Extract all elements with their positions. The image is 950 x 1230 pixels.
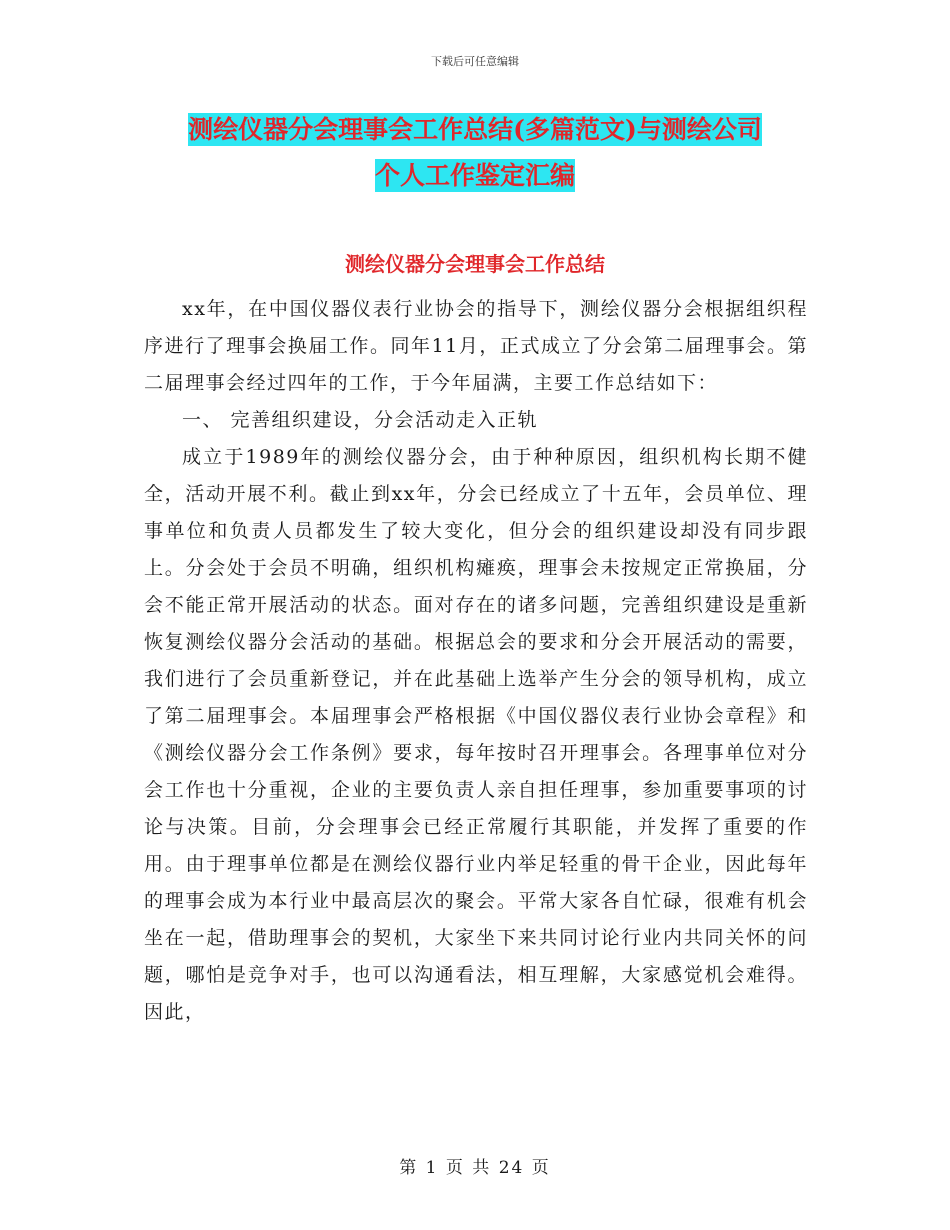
section-title: 测绘仪器分会理事会工作总结 [345,252,605,276]
paragraph-intro: xx年，在中国仪器仪表行业协会的指导下，测绘仪器分会根据组织程序进行了理事会换届工作。同年11月，正式成立了分会第二届理事会。第二届理事会经过四年的工作，于今年届满，主要工作总结如下： [144,298,808,394]
paragraph-organization: 成立于1989年的测绘仪器分会，由于种种原因，组织机构长期不健全，活动开展不利。截止到xx年，分会已经成立了十五年，会员单位、理事单位和负责人员都发生了较大变化，但分会的组织建设却没有同步跟上。分会处于会员不明确，组织机构瘫痪，理事会未按规定正常换届，分会不能正常开展活动的状态。面对存在的诸多问题，完善组织建设是重新恢复测绘仪器分会活动的基础。根据总会的要求和分会开展活动的需要，我们进行了会员重新登记，并在此基础上选举产生分会的领导机构，成立了第二届理事会。本届理事会严格根据《中国仪器仪表行业协会章程》和《测绘仪器分会工作条例》要求，每年按时召开理事会。各理事单位对分会工作也十分重视，企业的主要负责人亲自担任理事，参加重要事项的讨论与决策。目前，分会理事会已经正常履行其职能，并发挥了重要的作用。由于理事单位都是在测绘仪器行业内举足轻重的骨干企业，因此每年的理事会成为本行业中最高层次的聚会。平常大家各自忙碌，很难有机会坐在一起，借助理事会的契机，大家坐下来共同讨论行业内共同关怀的问题，哪怕是竞争对手，也可以沟通看法，相互理解，大家感觉机会难得。因此， [144,446,808,1023]
main-title-line-1: 测绘仪器分会理事会工作总结(多篇范文)与测绘公司 [188,115,762,144]
paragraph-heading-1: 一、 完善组织建设，分会活动走入正轨 [182,409,539,431]
main-title-line-2: 个人工作鉴定汇编 [374,161,575,190]
header-note: 下载后可任意编辑 [431,55,519,68]
body-text [144,291,808,1031]
main-title [140,107,810,199]
page-footer: 第 1 页 共 24 页 [399,1158,551,1178]
